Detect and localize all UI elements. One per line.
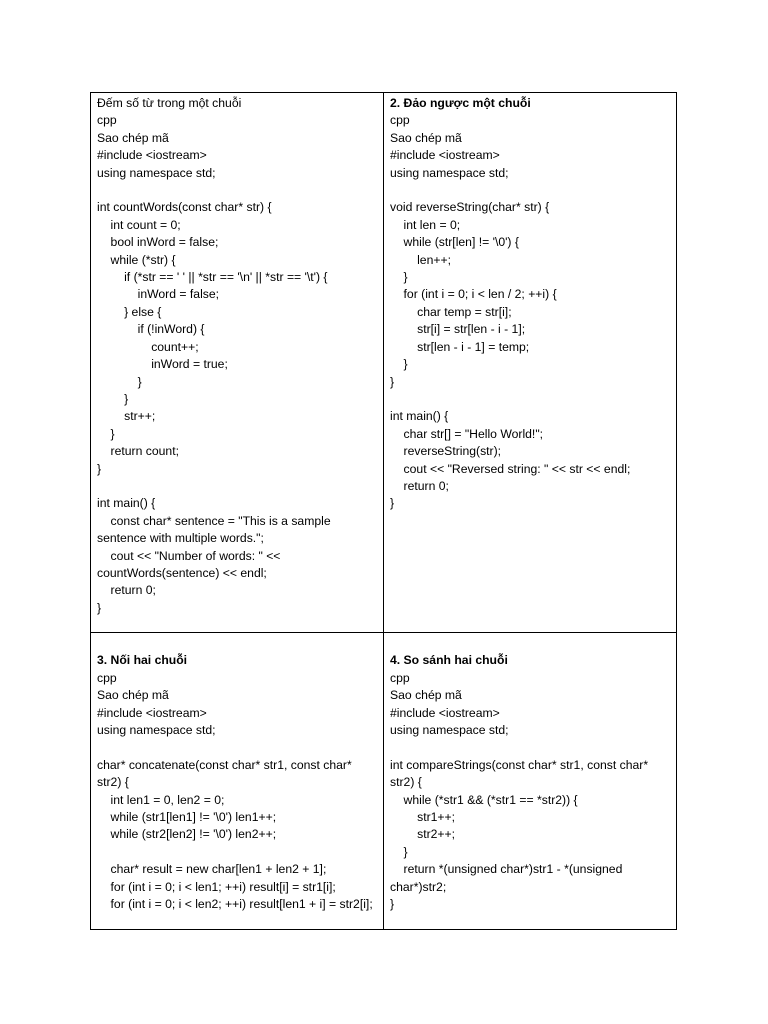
code-language: cpp: [97, 113, 117, 128]
copy-code-label: Sao chép mã: [97, 130, 169, 145]
copy-code-label: Sao chép mã: [390, 130, 462, 145]
cell-title: 3. Nối hai chuỗi: [97, 653, 188, 668]
code-language: cpp: [390, 670, 410, 685]
cell-title: Đếm số từ trong một chuỗi: [97, 96, 242, 110]
code-block: #include <iostream> using namespace std; void reverseString(char* str) { int len = 0; while (str[len] != '\0') { len++; } for (int i = 0; i < len / 2; ++i) { char temp = str[i]; str[i] = str[len - i - 1]; str[len - i - 1] = temp; } } int main() { char str[] = "Hello World!"; reverseString(str); cout << "Reversed string: " << str << endl; return 0; }: [390, 148, 631, 511]
table-cell-count-words: [91, 93, 384, 633]
table-row: [91, 633, 677, 930]
table-cell-concatenate: [91, 633, 384, 930]
table-row: [91, 93, 677, 633]
code-block: #include <iostream> using namespace std; char* concatenate(const char* str1, const char* str2) { int len1 = 0, len2 = 0; while (str1[len1] != '\0') len1++; while (str2[len2] != '\0') len2++; char* result = new char[len1 + len2 + 1]; for (int i = 0; i < len1; ++i) result[i] = str1[i]; for (int i = 0; i < len2; ++i) result[len1 + i] = str2[i];: [97, 705, 373, 911]
code-language: cpp: [97, 670, 117, 685]
cell-title: 2. Đảo ngược một chuỗi: [390, 96, 531, 110]
cell-title: 4. So sánh hai chuỗi: [390, 653, 508, 668]
code-table: [90, 92, 677, 930]
code-block: #include <iostream> using namespace std; int compareStrings(const char* str1, const char* str2) { while (*str1 && (*str1 == *str2)) { str1++; str2++; } return *(unsigned char*)str1 - *(unsigned char*)str2; }: [390, 705, 649, 911]
copy-code-label: Sao chép mã: [390, 688, 462, 703]
code-language: cpp: [390, 113, 410, 128]
code-block: #include <iostream> using namespace std; int countWords(const char* str) { int count = 0; bool inWord = false; while (*str) { if (*str == ' ' || *str == '\n' || *str == '\t') { inWord = false; } else { if (!inWord) { count++; inWord = true; } } str++; } return count; } int main() { const char* sentence = "This is a sample sentence with multiple words."; cout << "Number of words: " << countWords(sentence) << endl; return 0; }: [97, 148, 331, 615]
copy-code-label: Sao chép mã: [97, 688, 169, 703]
table-cell-reverse-string: [384, 93, 677, 633]
table-cell-compare-strings: [384, 633, 677, 930]
